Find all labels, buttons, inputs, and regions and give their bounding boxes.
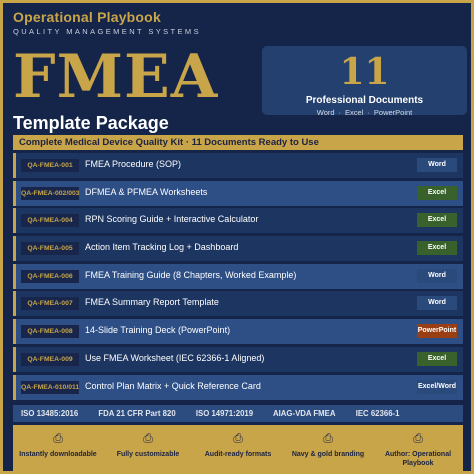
document-code: QA-FMEA-001 [21, 159, 79, 172]
pencil-icon: ⎙ [143, 431, 153, 445]
document-row[interactable] [13, 153, 463, 178]
star-icon: ⎙ [323, 431, 333, 445]
standard-item: IEC 62366-1 [355, 409, 400, 418]
feature-download [13, 425, 103, 471]
feature-label: Navy & gold branding [291, 451, 365, 458]
standard-item: AIAG-VDA FMEA [272, 409, 336, 418]
document-row[interactable] [13, 319, 463, 344]
format-badge: PowerPoint [417, 324, 457, 338]
brand-subtitle: QUALITY MANAGEMENT SYSTEMS [13, 27, 201, 36]
document-title: Control Plan Matrix + Quick Reference Card [85, 380, 261, 391]
feature-branding [283, 425, 373, 471]
author-icon: ⎙ [413, 431, 423, 445]
standards-bar [13, 405, 463, 422]
hero-subtitle: Template Package [13, 113, 169, 133]
document-count: 11 [339, 51, 390, 93]
document-title: FMEA Summary Report Template [85, 297, 219, 308]
feature-author [373, 425, 463, 471]
download-icon: ⎙ [53, 431, 63, 445]
kit-banner: Complete Medical Device Quality Kit · 11 Documents Ready to Use [13, 135, 463, 150]
document-code: QA-FMEA-002/003 [21, 187, 79, 200]
document-title: 14-Slide Training Deck (PowerPoint) [85, 325, 231, 336]
document-code: QA-FMEA-005 [21, 242, 79, 255]
format-badge: Excel/Word [417, 380, 457, 394]
document-row[interactable] [13, 264, 463, 289]
document-title: DFMEA & PFMEA Worksheets [85, 186, 208, 197]
format-badge: Word [417, 269, 457, 283]
feature-label: Audit-ready formats [204, 451, 272, 458]
feature-label: Fully customizable [116, 451, 180, 458]
format-badge: Word [417, 158, 457, 172]
document-code: QA-FMEA-010/011 [21, 381, 79, 394]
document-row[interactable] [13, 375, 463, 400]
document-code: QA-FMEA-008 [21, 325, 79, 338]
document-row[interactable] [13, 291, 463, 316]
brand-header [13, 9, 201, 36]
feature-customizable [103, 425, 193, 471]
product-banner [3, 3, 471, 471]
format-word: Word [316, 108, 335, 117]
hero-title: FMEA [13, 42, 219, 112]
document-code: QA-FMEA-004 [21, 214, 79, 227]
document-title: Action Item Tracking Log + Dashboard [85, 242, 239, 253]
format-excel: Excel [345, 108, 364, 117]
feature-audit-ready [193, 425, 283, 471]
document-code: QA-FMEA-009 [21, 353, 79, 366]
document-code: QA-FMEA-006 [21, 270, 79, 283]
format-badge: Excel [417, 186, 457, 200]
document-count-card [262, 46, 467, 115]
features-bar [13, 425, 463, 471]
document-row[interactable] [13, 208, 463, 233]
format-badge: Word [417, 296, 457, 310]
document-row[interactable] [13, 347, 463, 372]
format-badge: Excel [417, 352, 457, 366]
format-powerpoint: PowerPoint [373, 108, 413, 117]
format-badge: Excel [417, 213, 457, 227]
format-badge: Excel [417, 241, 457, 255]
standard-item: ISO 13485:2016 [21, 409, 79, 418]
brand-title: Operational Playbook [13, 9, 161, 25]
document-list [13, 153, 463, 402]
document-code: QA-FMEA-007 [21, 297, 79, 310]
standard-item: FDA 21 CFR Part 820 [98, 409, 176, 418]
document-count-label: Professional Documents [305, 95, 424, 106]
document-title: FMEA Training Guide (8 Chapters, Worked Example) [85, 269, 297, 280]
feature-label: Author: Operational Playbook [384, 451, 452, 467]
standard-item: ISO 14971:2019 [195, 409, 254, 418]
document-title: FMEA Procedure (SOP) [85, 159, 182, 169]
shield-icon: ⎙ [233, 431, 243, 445]
document-row[interactable] [13, 181, 463, 206]
document-title: RPN Scoring Guide + Interactive Calculator [85, 214, 259, 225]
document-title: Use FMEA Worksheet (IEC 62366-1 Aligned) [85, 352, 265, 363]
feature-label: Instantly downloadable [19, 451, 97, 458]
document-row[interactable] [13, 236, 463, 261]
format-list: Word · Excel · PowerPoint [316, 108, 413, 117]
